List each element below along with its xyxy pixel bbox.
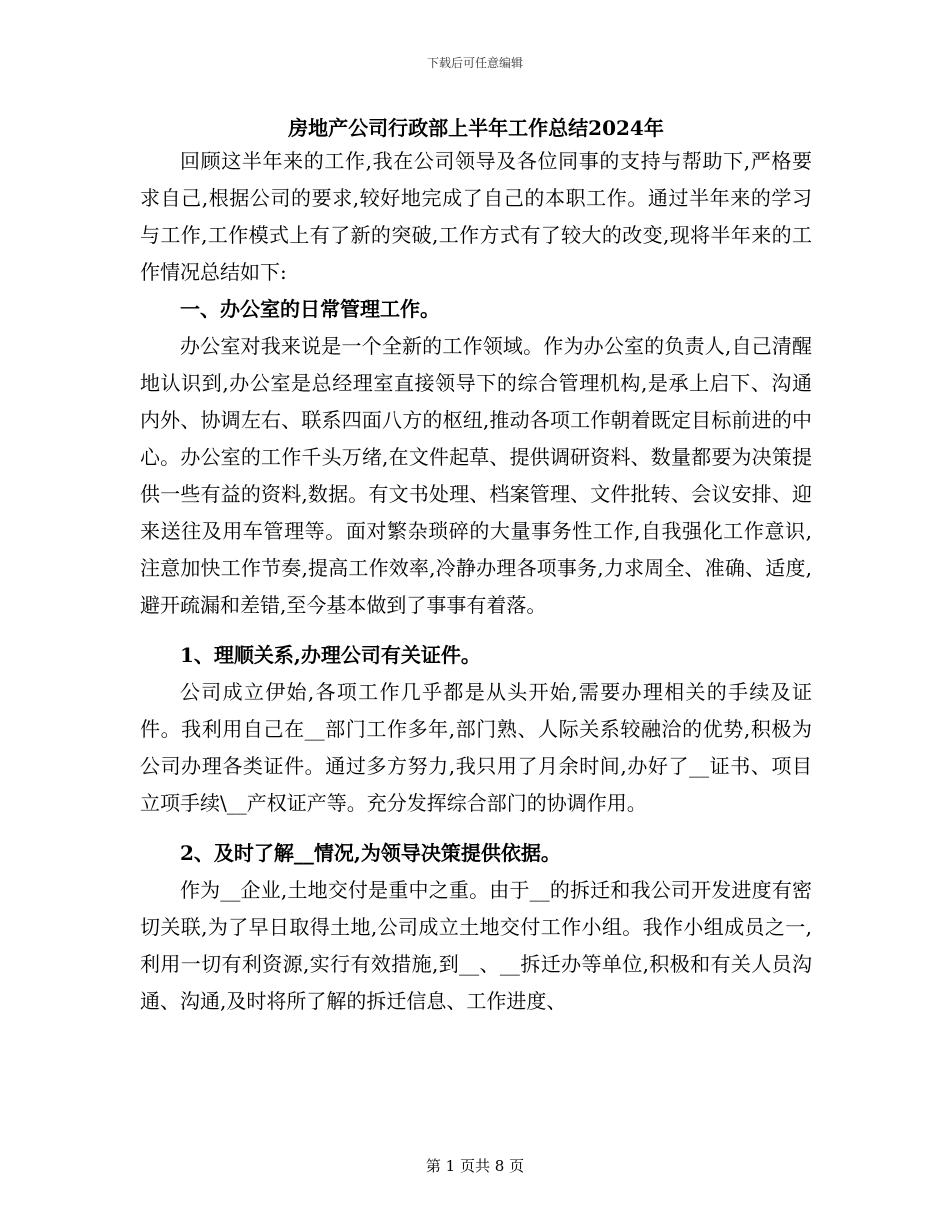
item1-heading: 1、理顺关系,办理公司有关证件。 bbox=[180, 643, 481, 667]
page-footer: 第 1 页共 8 页 bbox=[425, 1157, 525, 1175]
section1-paragraph: 办公室对我来说是一个全新的工作领域。作为办公室的负责人,自己清醒地认识到,办公室是总经理室直接领导下的综合管理机构,是承上启下、沟通内外、协调左右、联系四面八方的枢纽,推动各项工作朝着既定目标前进的中心。办公室的工作千头万绪,在文件起草、提供调研资料、数量都要为决策提供一些有益的资料,数据。有文书处理、档案管理、文件批转、会议安排、迎来送往及用车管理等。面对繁杂琐碎的大量事务性工作,自我强化工作意识,注意加快工作节奏,提高工作效率,冷静办理各项事务,力求周全、准确、适度,避开疏漏和差错,至今基本做到了事事有着落。 bbox=[140, 334, 812, 617]
document-title: 房地产公司行政部上半年工作总结2024年 bbox=[288, 116, 664, 140]
item2-paragraph: 作为__企业,土地交付是重中之重。由于__的拆迁和我公司开发进度有密切关联,为了早日取得土地,公司成立土地交付工作小组。我作小组成员之一,利用一切有利资源,实行有效措施,到__、__拆迁办等单位,积极和有关人员沟通、沟通,及时将所了解的拆迁信息、工作进度、 bbox=[140, 878, 812, 1013]
intro-paragraph: 回顾这半年来的工作,我在公司领导及各位同事的支持与帮助下,严格要求自己,根据公司的要求,较好地完成了自己的本职工作。通过半年来的学习与工作,工作模式上有了新的突破,工作方式有了较大的改变,现将半年来的工作情况总结如下: bbox=[140, 149, 812, 284]
header-note: 下载后可任意编辑 bbox=[426, 56, 523, 70]
item2-heading: 2、及时了解__情况,为领导决策提供依据。 bbox=[180, 841, 561, 865]
section1-heading: 一、办公室的日常管理工作。 bbox=[180, 297, 440, 321]
item1-paragraph: 公司成立伊始,各项工作几乎都是从头开始,需要办理相关的手续及证件。我利用自己在__部门工作多年,部门熟、人际关系较融洽的优势,积极为公司办理各类证件。通过多方努力,我只用了月余时间,办好了__证书、项目立项手续\__产权证产等。充分发挥综合部门的协调作用。 bbox=[140, 680, 812, 815]
document-body bbox=[140, 113, 812, 1020]
